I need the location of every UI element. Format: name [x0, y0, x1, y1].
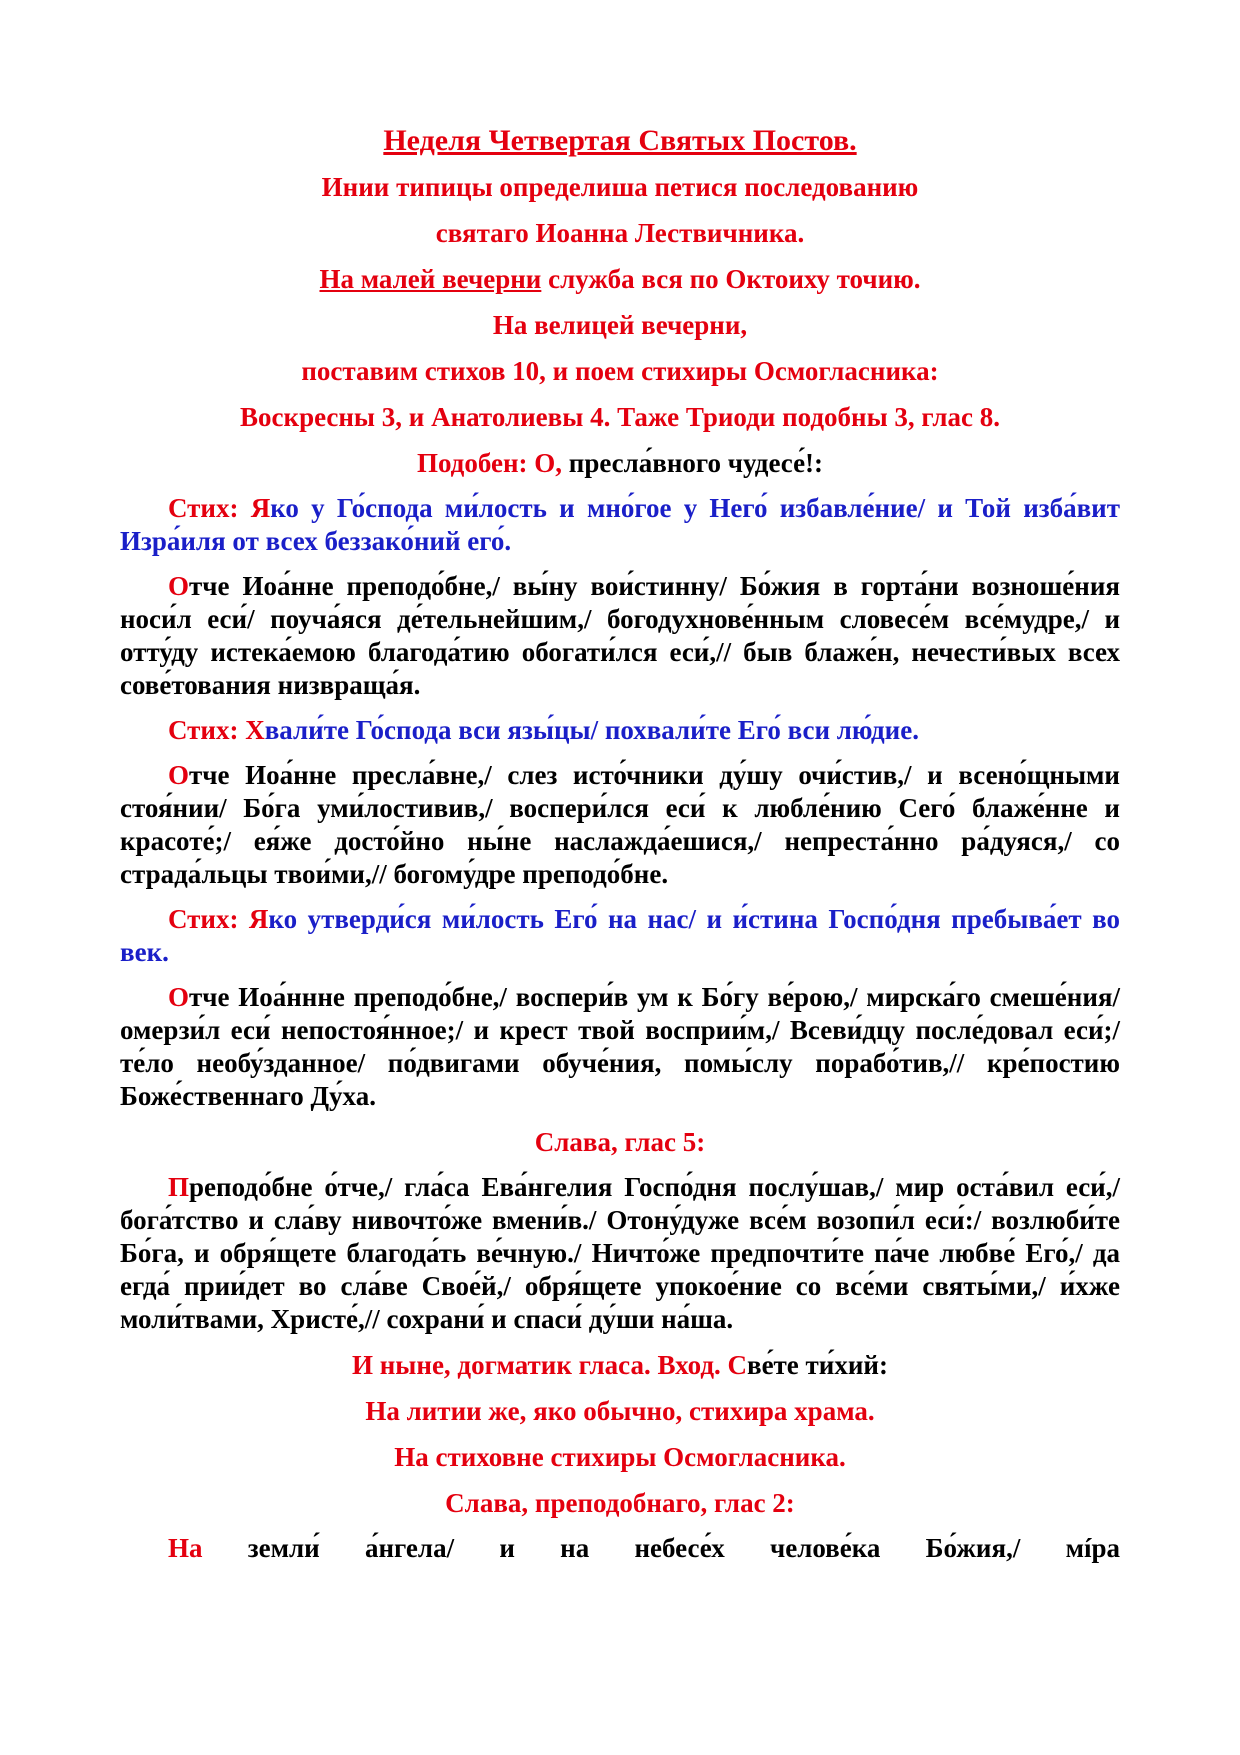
- sticheron-initial: О: [168, 760, 190, 790]
- verse-initial: Я: [250, 493, 271, 523]
- sticheron-2: [120, 759, 1120, 891]
- final-sticheron: [120, 1532, 1120, 1565]
- verse-text: ко утверди́ся ми́лость Его́ на нас/ и и́стина Госпо́дня пребыва́ет во век.: [120, 904, 1121, 967]
- rubric-line-2: святаго Иоанна Лествичника.: [435, 218, 805, 248]
- rubric-line-5: поставим стихов 10, и поем стихиры Осмогласника:: [301, 356, 939, 386]
- sticheron-text: тче Иоа́нне преподо́бне,/ вы́ну вои́стинну/ Бо́жия в горта́ни возноше́ния носи́л еси́/ поуча́яся де́тельнейшим,/ богодухнове́нным словесе́м все́мудре,/ и отту́ду истека́емою благода́тию обогати́лся еси́,// быв блаже́н, нечести́вых всех сове́тования низвраща́я.: [120, 571, 1120, 700]
- verse-initial: Я: [248, 904, 269, 934]
- rubric-line-4: На велицей вечерни,: [492, 310, 748, 340]
- verse-1: [120, 492, 1120, 558]
- final-text: земли́ а́нгела/ и на небесе́х челове́ка Бо́жия,/ мíра: [202, 1533, 1120, 1563]
- verse-text: ко у Го́спода ми́лость и мно́гое у Него́ избавле́ние/ и Той изба́вит Изра́иля от всех беззако́ний его́.: [120, 493, 1120, 556]
- i-nyne-rubric: [120, 1348, 1120, 1382]
- verse-3: [120, 903, 1120, 969]
- verse-2: [120, 714, 1120, 747]
- sticheron-text: тче Иоа́ннне преподо́бне,/ воспери́в ум к Бо́гу ве́рою,/ мирска́го смеше́ния/ омерзи́л еси́ непостоя́нное;/ и крест твой восприи́м,/ Всеви́дцу после́довал еси́;/ те́ло необу́зданное/ по́двигами обуче́ния, помы́слу порабо́тив,// кре́постию Боже́ственнаго Ду́ха.: [120, 982, 1120, 1111]
- sticheron-text: тче Иоа́нне пресла́вне,/ слез исто́чники ду́шу очи́стив,/ и всено́щными стоя́нии/ Бо́га уми́лостивив,/ воспери́лся еси́ к любле́нию Сего́ блаже́нне и красоте́;/ ея́же досто́йно ны́не наслажда́ешися,/ непреста́нно ра́дуяся,/ со страда́льцы твои́ми,// богому́дре преподо́бне.: [120, 760, 1120, 889]
- rubric-underlined: На малей вечерни: [319, 264, 542, 294]
- rubric-line-6: Воскресны 3, и Анатолиевы 4. Таже Триоди подобны 3, глас 8.: [240, 402, 1000, 432]
- sticheron-initial: О: [168, 982, 190, 1012]
- doxasticon: [120, 1171, 1120, 1336]
- verse-text: вали́те Го́спода вси язы́цы/ похвали́те Его́ вси лю́дие.: [264, 715, 919, 745]
- slava-heading-1: Слава, глас 5:: [534, 1127, 706, 1157]
- doxasticon-text: реподо́бне о́тче,/ гла́са Ева́нгелия Госпо́дня послу́шав,/ мир оста́вил еси́,/ бога́тство и сла́ву нивочто́же вмени́в./ Отону́дуже все́м возопи́л еси́:/ возлюби́те Бо́га, и обря́щете благода́ть ве́чную./ Ничто́же предпочти́те па́че любве́ Его́,/ да егда́ прии́дет во сла́ве Свое́й,/ обря́щете упокое́ние со все́ми святы́ми,/ и́хже моли́твами, Христе́,// сохрани́ и спаси́ ду́ши на́ша.: [120, 1172, 1120, 1334]
- verse-label: Стих:: [168, 715, 246, 745]
- final-initial: На: [168, 1533, 203, 1563]
- doxasticon-initial: П: [168, 1172, 190, 1202]
- i-nyne-black: ве́те ти́хий:: [746, 1350, 888, 1380]
- rubric-line-3: [120, 262, 1120, 296]
- page-title: Неделя Четвертая Святых Постов.: [383, 124, 857, 157]
- verse-initial: Х: [245, 715, 265, 745]
- verse-label: Стих:: [168, 493, 251, 523]
- sticheron-3: [120, 981, 1120, 1113]
- sticheron-initial: О: [168, 571, 190, 601]
- i-nyne-red: И ныне, догматик гласа. Вход. С: [352, 1350, 747, 1380]
- stikhovne-rubric: На стиховне стихиры Осмогласника.: [394, 1442, 846, 1472]
- slava-heading-2: Слава, преподобнаго, глас 2:: [445, 1488, 795, 1518]
- sticheron-1: [120, 570, 1120, 702]
- podoben-line: [120, 446, 1120, 480]
- rubric-line-1: Инии типицы определиша петися последованию: [321, 172, 919, 202]
- podoben-label: Подобен: О,: [416, 448, 563, 478]
- litiya-rubric: На литии же, яко обычно, стихира храма.: [365, 1396, 875, 1426]
- rubric-line-3-rest: служба вся по Октоиху точию.: [541, 264, 921, 294]
- podoben-text: пресла́вного чудесе́!:: [562, 448, 824, 478]
- verse-label: Стих:: [168, 904, 249, 934]
